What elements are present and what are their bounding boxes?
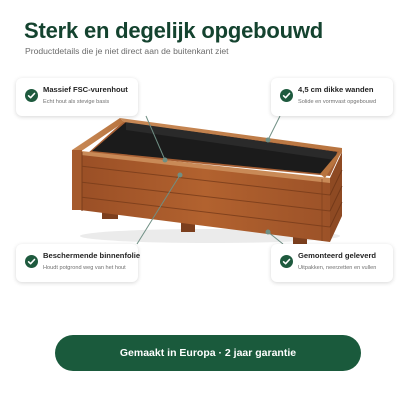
- page-subtitle: Productdetails die je niet direct aan de buitenkant ziet: [25, 46, 229, 56]
- feature-description: Solide en vormvast opgebouwd: [298, 99, 377, 105]
- check-icon: [25, 255, 38, 268]
- feature-title: 4,5 cm dikke wanden: [298, 85, 374, 94]
- page-title: Sterk en degelijk opgebouwd: [24, 18, 323, 43]
- guarantee-button[interactable]: Gemaakt in Europa · 2 jaar garantie: [55, 335, 361, 371]
- leader-dot: [266, 138, 271, 143]
- feature-card-assembled: [271, 244, 393, 282]
- leader-dot: [163, 158, 168, 163]
- feature-title: Gemonteerd geleverd: [298, 251, 377, 260]
- feature-description: Uitpakken, neerzetten en vullen: [298, 265, 377, 271]
- leader-dot: [178, 173, 183, 178]
- feature-card-walls: [271, 78, 393, 116]
- leader-line: [268, 116, 280, 140]
- feature-title: Beschermende binnenfolie: [43, 251, 141, 260]
- feature-description: Houdt potgrond weg van het hout: [43, 265, 126, 271]
- feature-card-wood: [16, 78, 138, 116]
- leader-dot: [266, 230, 271, 235]
- check-icon: [280, 89, 293, 102]
- feature-title: Massief FSC-vurenhout: [43, 85, 128, 94]
- check-icon: [25, 89, 38, 102]
- feature-card-liner: [16, 244, 141, 282]
- planter-corner-post: [72, 150, 82, 210]
- check-icon: [280, 255, 293, 268]
- feature-description: Echt hout als stevige basis: [43, 99, 110, 105]
